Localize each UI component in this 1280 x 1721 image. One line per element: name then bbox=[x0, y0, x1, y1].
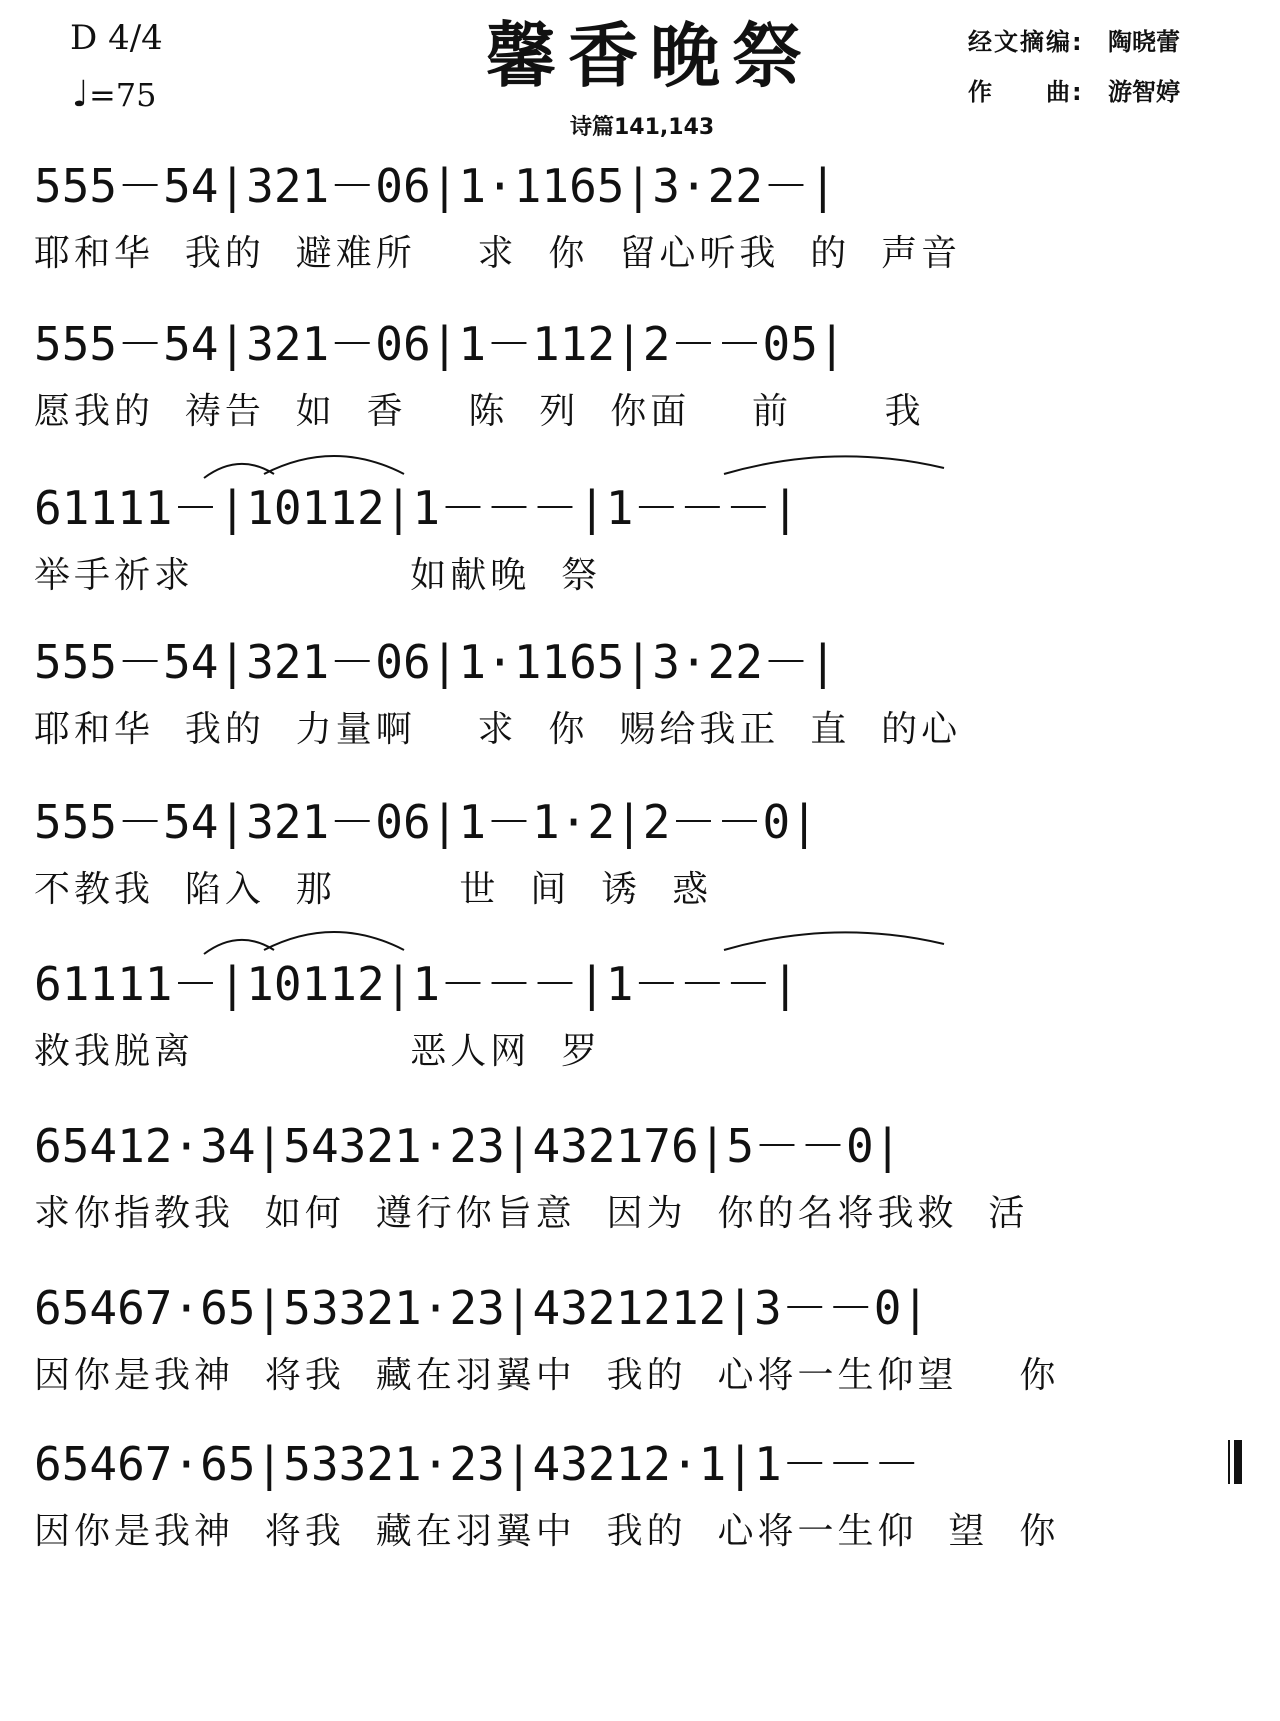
lyric-line: 耶和华 我的 力量啊 求 你 赐给我正 直 的心 bbox=[34, 709, 962, 750]
song-title: 馨香晚祭 bbox=[486, 14, 814, 97]
lyric-line: 救我脱离 恶人网 罗 bbox=[34, 1031, 602, 1072]
lyric-line: 耶和华 我的 避难所 求 你 留心听我 的 声音 bbox=[34, 233, 962, 274]
notation-line: 555－54|321－06|1·1165|3·22－| bbox=[34, 635, 837, 689]
notation-line: 555－54|321－06|1·1165|3·22－| bbox=[34, 159, 837, 213]
quarter-note-icon: ♩ bbox=[72, 74, 89, 115]
notation-line: 65412·34|54321·23|432176|5－－0| bbox=[34, 1119, 902, 1173]
credit-name: 游智婷 bbox=[1108, 78, 1180, 106]
tempo-marking bbox=[72, 74, 157, 115]
lyric-line: 举手祈求 如献晚 祭 bbox=[34, 555, 602, 596]
notation-line: 65467·65|53321·23|4321212|3－－0| bbox=[34, 1281, 930, 1335]
credit-name: 陶晓蕾 bbox=[1108, 28, 1180, 56]
lyric-line: 不教我 陷入 那 世 间 诱 惑 bbox=[34, 869, 712, 910]
notation-line: 61111－|10112|1－－－|1－－－| bbox=[34, 481, 800, 535]
notation-line: 65467·65|53321·23|43212·1|1－－－ bbox=[34, 1437, 920, 1491]
lyric-line: 因你是我神 将我 藏在羽翼中 我的 心将一生仰 望 你 bbox=[34, 1511, 1060, 1552]
scripture-reference: 诗篇141,143 bbox=[570, 115, 715, 140]
credit-role: 经文摘编: bbox=[968, 28, 1084, 56]
notation-line: 555－54|321－06|1－1·2|2－－0| bbox=[34, 795, 818, 849]
notation-line: 555－54|321－06|1－112|2－－05| bbox=[34, 317, 846, 371]
tempo-value: =75 bbox=[88, 76, 157, 114]
lyric-line: 愿我的 祷告 如 香 陈 列 你面 前 我 bbox=[34, 391, 925, 432]
key-signature: D 4/4 bbox=[70, 18, 163, 58]
notation-line: 61111－|10112|1－－－|1－－－| bbox=[34, 957, 800, 1011]
lyrics-credit bbox=[968, 22, 1180, 57]
credit-role: 作 曲: bbox=[968, 78, 1084, 106]
lyric-line: 求你指教我 如何 遵行你旨意 因为 你的名将我救 活 bbox=[34, 1193, 1029, 1234]
final-barline bbox=[1228, 1440, 1244, 1484]
lyric-line: 因你是我神 将我 藏在羽翼中 我的 心将一生仰望 你 bbox=[34, 1355, 1060, 1396]
composer-credit bbox=[968, 72, 1180, 107]
